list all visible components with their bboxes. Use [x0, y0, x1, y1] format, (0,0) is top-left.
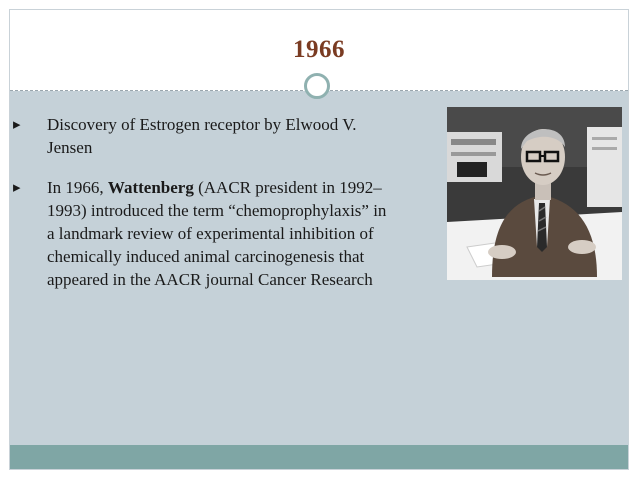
portrait-photo-icon	[447, 107, 622, 280]
bullet-list	[13, 113, 398, 308]
bullet-arrow-icon: ▸	[13, 117, 21, 133]
divider-circle-ornament	[304, 73, 330, 99]
bullet-text-suffix: (AACR president in 1992–1993) introduced the term “chemoprophylaxis” in a landmark review of experimental inhibition of chemically induced animal carcinogenesis that appeared in the AACR journal Cancer Research	[47, 178, 387, 289]
bullet-text: Discovery of Estrogen receptor by Elwood V. Jensen	[47, 115, 357, 157]
slide	[9, 9, 629, 470]
portrait-photo	[447, 107, 622, 280]
bullet-text-prefix: In 1966,	[47, 178, 108, 197]
bullet-item-estrogen-receptor	[13, 113, 398, 159]
bullet-text-bold-name: Wattenberg	[107, 178, 194, 197]
footer-bar	[10, 445, 628, 470]
bullet-arrow-icon: ▸	[13, 180, 21, 196]
slide-title: 1966	[293, 36, 345, 63]
bullet-item-wattenberg	[13, 176, 398, 291]
